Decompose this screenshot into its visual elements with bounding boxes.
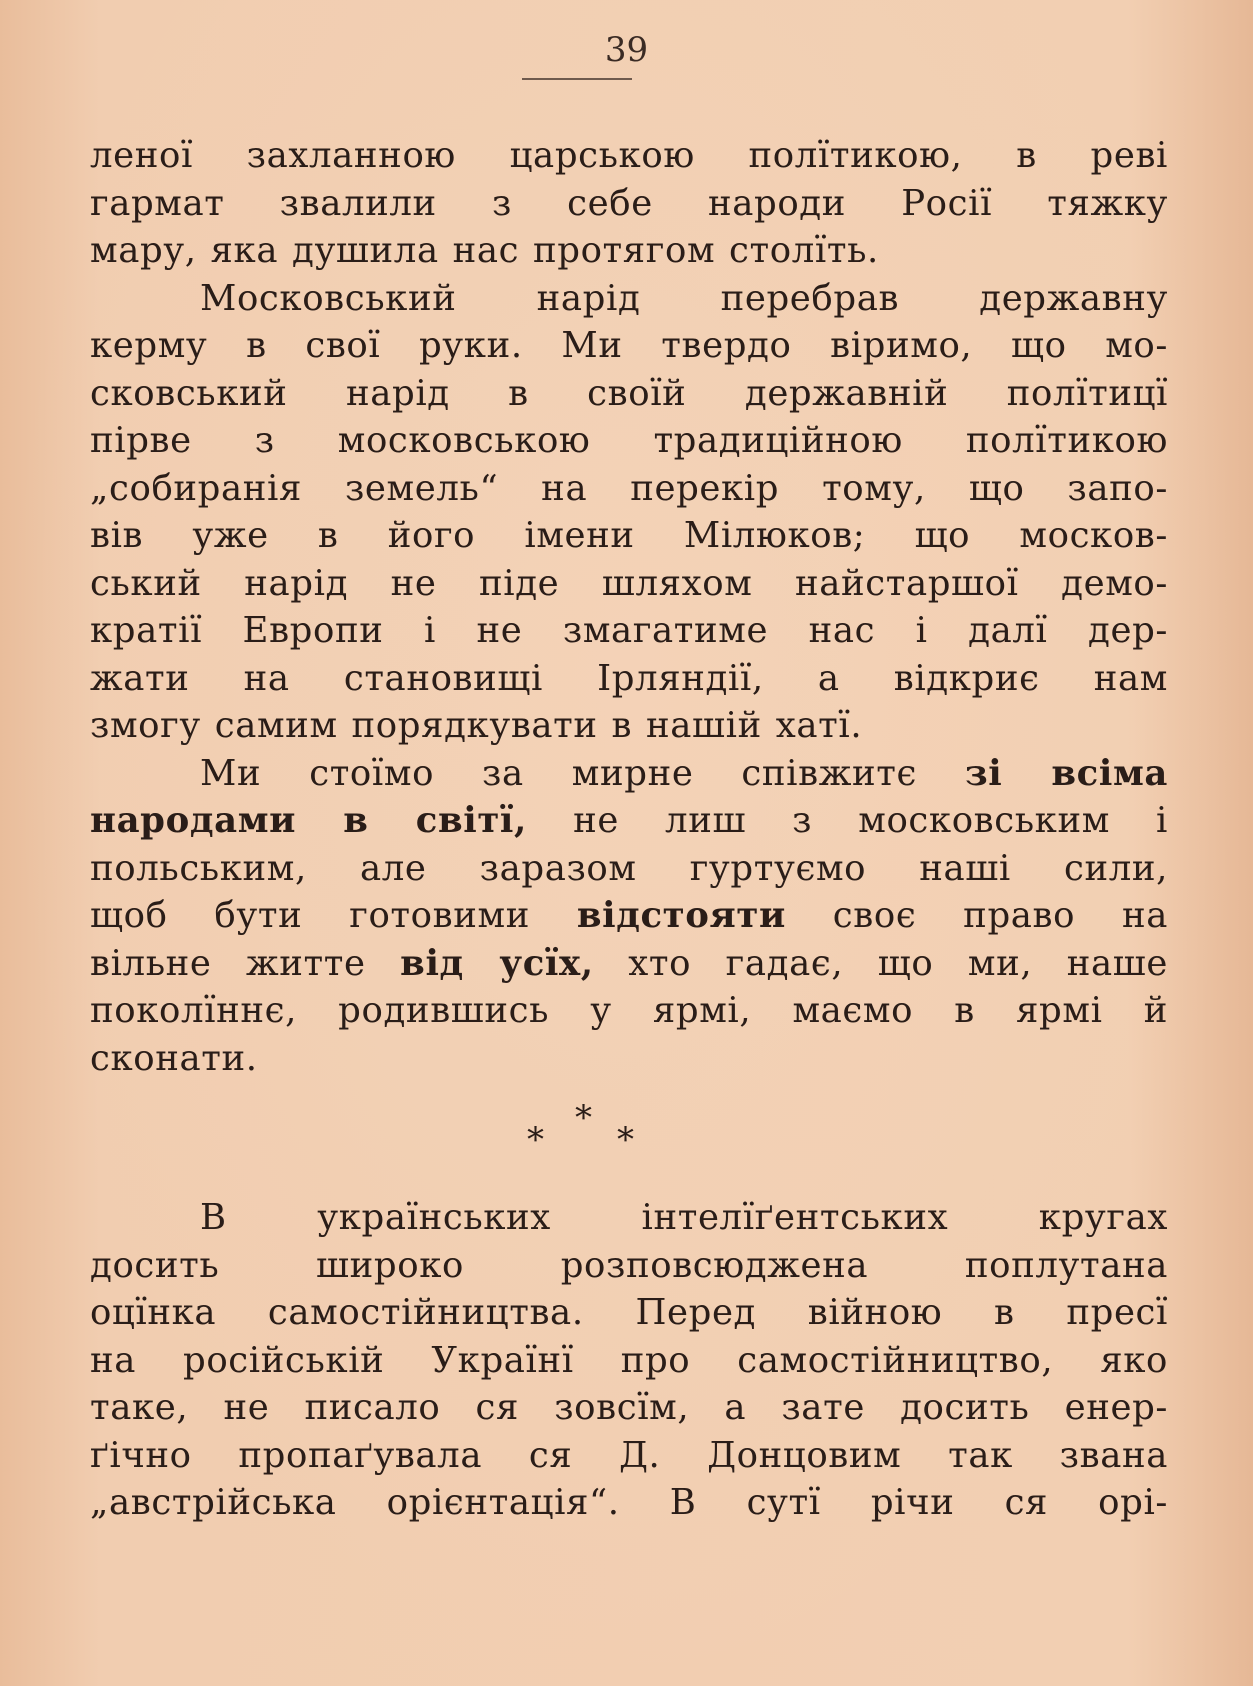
text-line: В українських інтелїґентських кругах (200, 1197, 1168, 1238)
text-line: польським, але заразом гуртуємо наші сили, (90, 847, 1168, 889)
text-line: гармат звалили з себе народи Росії тяжку (90, 182, 1168, 224)
text-line (90, 750, 1168, 798)
text-line: пірве з московською традиційною полїтикою (90, 420, 1168, 461)
text-line (90, 797, 1168, 845)
text-line: „собиранія земель“ на перекір тому, що запо- (90, 467, 1168, 509)
text-run: не лиш з московським і (526, 800, 1168, 841)
text-line: таке, не писало ся зовсїм, а зате досить енер- (90, 1387, 1168, 1428)
text-run: хто гадає, що ми, наше (593, 942, 1168, 984)
separator-star: * (575, 1098, 592, 1138)
section-separator (0, 1098, 1253, 1168)
separator-star: * (617, 1120, 634, 1160)
text-line: досить широко розповсюджена поплутана (90, 1244, 1168, 1286)
text-line: леної захланною царською полїтикою, в реві (90, 135, 1168, 176)
text-run: Ми стоїмо за мирне співжитє (200, 752, 965, 794)
text-line: Московський нарід перебрав державну (200, 277, 1168, 319)
page-number-rule (522, 78, 632, 80)
emphasis-text: відстояти (576, 895, 786, 936)
text-run: щоб бути готовими (90, 895, 577, 936)
main-text (90, 132, 1168, 1082)
text-line (90, 940, 1168, 988)
paragraph-2 (90, 275, 1168, 750)
paragraph-4 (90, 1194, 1168, 1527)
text-line: оцїнка самостійництва. Перед війною в пресї (90, 1292, 1168, 1333)
text-line: мару, яка душила нас протягом столїть. (90, 230, 879, 271)
text-line: змогу самим порядкувати в нашій хатї. (90, 705, 863, 746)
text-line: сковський нарід в своїй державній полїтицї (90, 372, 1168, 414)
text-line: вів уже в його імени Мілюков; що москов- (90, 515, 1168, 556)
paragraph-1 (90, 132, 1168, 275)
emphasis-text: від усїх, (400, 942, 594, 984)
text-line: ський нарід не піде шляхом найстаршої демо- (90, 562, 1168, 604)
paragraph-3 (90, 750, 1168, 1083)
text-line: поколїннє, родившись у ярмі, маємо в ярмі й (90, 990, 1168, 1031)
section-2-text (90, 1194, 1168, 1527)
text-line: сконати. (90, 1037, 258, 1079)
text-line: кратії Европи і не змагатиме нас і далї дер- (90, 610, 1168, 651)
text-line: „австрійська орієнтація“. В сутї річи ся орі- (90, 1482, 1168, 1523)
separator-star: * (527, 1120, 544, 1160)
text-line (90, 892, 1168, 940)
text-line: керму в свої руки. Ми твердо віримо, що мо- (90, 325, 1168, 366)
text-run: вільне житте (90, 942, 401, 984)
emphasis-text: народами в світї, (90, 800, 527, 841)
page-number: 39 (604, 30, 649, 70)
text-line: жати на становищі Ірляндії, а відкриє нам (90, 657, 1168, 699)
text-line: на російській Українї про самостійництво, яко (90, 1339, 1168, 1381)
emphasis-text: зі всіма (964, 752, 1168, 794)
text-line: ґічно пропаґувала ся Д. Донцовим так звана (90, 1434, 1168, 1476)
text-run: своє право на (785, 895, 1168, 936)
